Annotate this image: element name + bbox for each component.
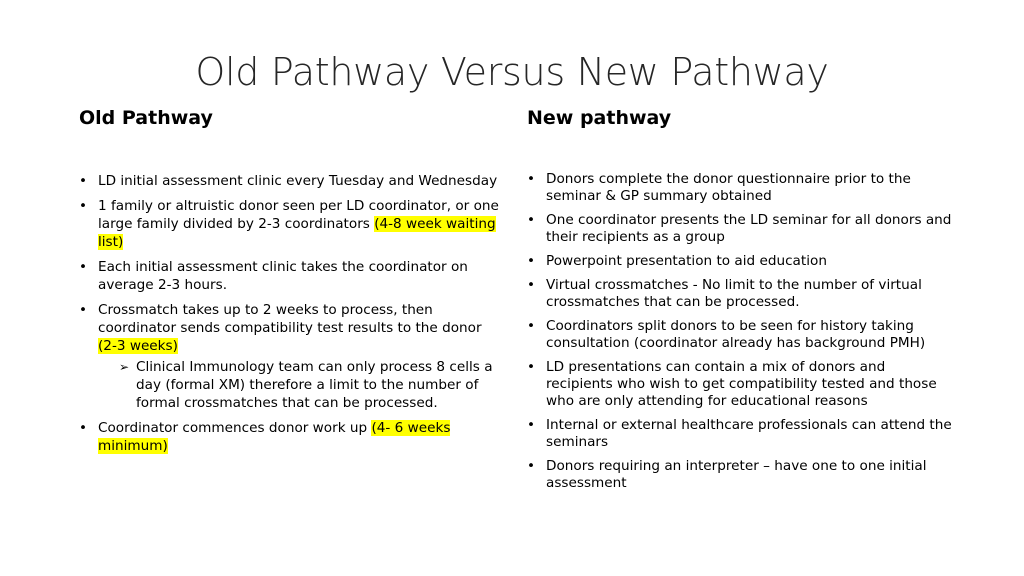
arrow-bullet-icon: ➢ [119,360,130,374]
item-text: LD presentations can contain a mix of donors and recipients who wish to get compatibility tested and those who are only attending for educational reasons [546,359,937,409]
item-text: 1 family or altruistic donor seen per LD coordinator, or one large family divided by 2-3 coordinators [98,198,499,232]
list-item [79,258,499,294]
bullet-icon: • [527,253,536,269]
bullet-icon: • [527,417,536,433]
sub-item-text: Clinical Immunology team can only process 8 cells a day (formal XM) therefore a limit to the number of formal crossmatches that can be processed. [136,359,493,411]
item-text: Crossmatch takes up to 2 weeks to process, then coordinator sends compatibility test results to the donor [98,302,482,336]
item-text: Internal or external healthcare professionals can attend the seminars [546,417,952,450]
list-item [79,172,499,190]
bullet-icon: • [527,318,536,334]
bullet-icon: • [527,277,536,293]
bullet-icon: • [527,359,536,375]
list-item [79,419,499,455]
sub-list [98,358,499,412]
list-item [527,171,952,205]
list-item [527,359,952,410]
bullet-icon: • [79,259,88,275]
new-pathway-heading: New pathway [527,107,672,129]
item-text: Donors requiring an interpreter – have one to one initial assessment [546,458,927,491]
item-text: Virtual crossmatches - No limit to the number of virtual crossmatches that can be processed. [546,277,922,310]
bullet-icon: • [527,212,536,228]
list-item [527,253,952,270]
bullet-icon: • [79,420,88,436]
list-item [79,197,499,251]
slide-title: Old Pathway Versus New Pathway [195,50,829,94]
bullet-icon: • [79,302,88,318]
list-item [527,212,952,246]
item-text: Coordinators split donors to be seen for history taking consultation (coordinator already has background PMH) [546,318,926,351]
bullet-icon: • [527,171,536,187]
bullet-icon: • [79,173,88,189]
item-text: LD initial assessment clinic every Tuesday and Wednesday [98,173,498,189]
item-text: Powerpoint presentation to aid education [546,253,827,269]
list-item [527,318,952,352]
highlighted-duration: (4-8 week waiting list) [98,216,496,250]
new-pathway-list [527,171,952,499]
old-pathway-heading: Old Pathway [79,107,213,129]
sub-list-item [98,358,499,412]
item-text: One coordinator presents the LD seminar for all donors and their recipients as a group [546,212,952,245]
item-text: Donors complete the donor questionnaire prior to the seminar & GP summary obtained [546,171,911,204]
list-item [527,277,952,311]
list-item [527,417,952,451]
highlighted-duration: (4- 6 weeks minimum) [98,420,451,454]
item-text: Each initial assessment clinic takes the coordinator on average 2-3 hours. [98,259,468,293]
list-item [79,301,499,412]
old-pathway-list [79,172,499,462]
list-item [527,458,952,492]
item-text: Coordinator commences donor work up [98,420,372,436]
highlighted-duration: (2-3 weeks) [98,338,178,354]
bullet-icon: • [79,198,88,214]
bullet-icon: • [527,458,536,474]
